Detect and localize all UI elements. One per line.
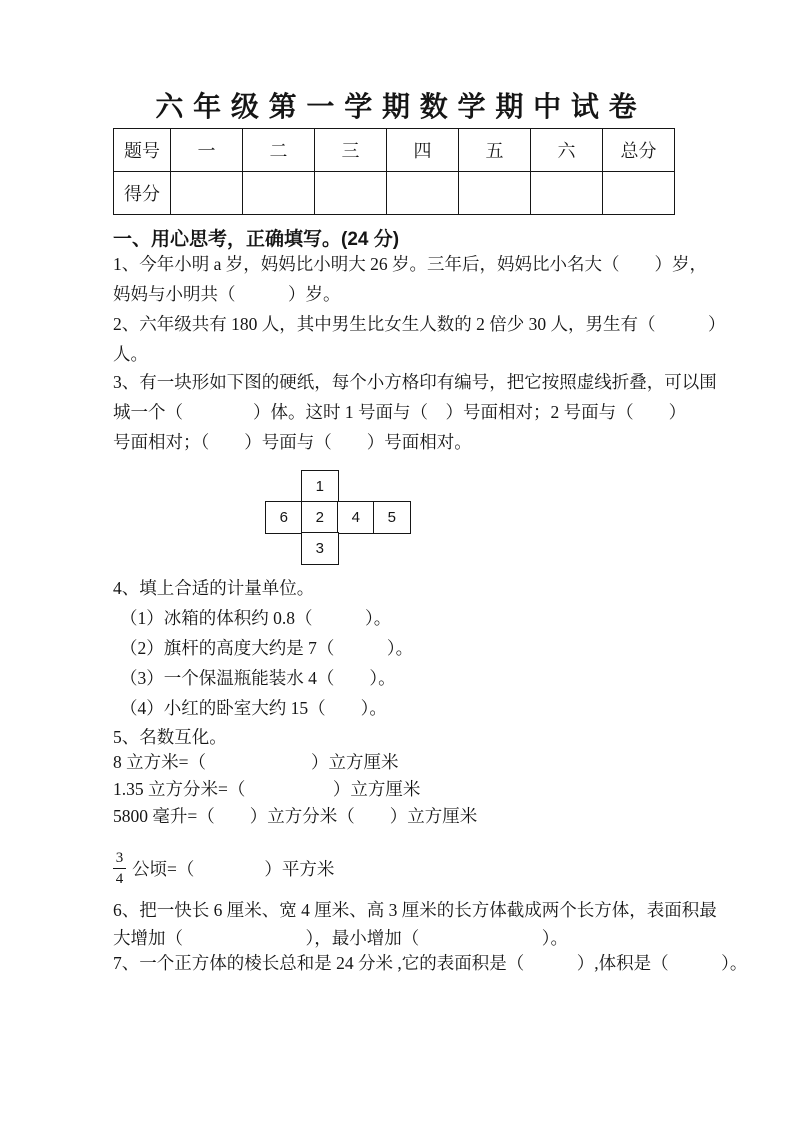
- fraction-suffix-text: 公顷=（ ）平方米: [132, 858, 335, 879]
- question-3-line-2: 城一个（ ）体。这时 1 号面与（ ）号面相对；2 号面与（ ）: [113, 402, 687, 422]
- score-table-header-row: [114, 129, 675, 172]
- net-cell-6: 6: [265, 501, 303, 534]
- net-cell-1: 1: [301, 470, 339, 503]
- question-5-item-4: [113, 845, 334, 891]
- question-6-line-2: 大增加（ ），最小增加（ ）。: [113, 928, 568, 948]
- score-table-col-4: 四: [387, 129, 459, 172]
- score-cell: [243, 172, 315, 215]
- score-cell: [603, 172, 675, 215]
- question-2-line-1: 2、六年级共有 180 人，其中男生比女生人数的 2 倍少 30 人，男生有（ ）: [113, 314, 726, 334]
- question-4-heading: 4、填上合适的计量单位。: [113, 578, 315, 598]
- question-3-line-3: 号面相对；（ ）号面与（ ）号面相对。: [113, 432, 472, 452]
- score-cell: [531, 172, 603, 215]
- score-table-col-6: 六: [531, 129, 603, 172]
- score-cell: [315, 172, 387, 215]
- score-table-label-question-number: 题号: [114, 129, 171, 172]
- score-table-col-3: 三: [315, 129, 387, 172]
- fraction-numerator: 3: [115, 849, 124, 866]
- question-5-item-1: 8 立方米=（ ）立方厘米: [113, 752, 399, 772]
- cube-net-diagram: [265, 470, 411, 564]
- net-cell-5: 5: [373, 501, 411, 534]
- net-cell-4: 4: [337, 501, 375, 534]
- score-table-col-1: 一: [171, 129, 243, 172]
- score-cell: [171, 172, 243, 215]
- question-1-line-2: 妈妈与小明共（ ）岁。: [113, 284, 341, 304]
- fraction-denominator: 4: [115, 870, 124, 887]
- question-4-item-3: （3）一个保温瓶能装水 4（ ）。: [120, 668, 396, 688]
- question-1-line-1: 1、今年小明 a 岁，妈妈比小明大 26 岁。三年后，妈妈比小名大（ ）岁，: [113, 254, 708, 274]
- score-table-col-5: 五: [459, 129, 531, 172]
- page-title: 六 年 级 第 一 学 期 数 学 期 中 试 卷: [155, 91, 638, 122]
- question-5-item-2: 1.35 立方分米=（ ）立方厘米: [113, 779, 421, 799]
- question-4-item-1: （1）冰箱的体积约 0.8（ ）。: [120, 608, 392, 628]
- score-table: [113, 128, 675, 215]
- score-table-label-score: 得分: [114, 172, 171, 215]
- question-3-line-1: 3、有一块形如下图的硬纸，每个小方格印有编号，把它按照虚线折叠，可以围: [113, 372, 717, 392]
- fraction-bar: [113, 868, 126, 869]
- fraction-three-fourths: [113, 849, 126, 888]
- question-5-item-3: 5800 毫升=（ ）立方分米（ ）立方厘米: [113, 806, 478, 826]
- question-4-item-4: （4）小红的卧室大约 15（ ）。: [120, 698, 387, 718]
- score-table-col-2: 二: [243, 129, 315, 172]
- section-one-heading: 一、用心思考，正确填写。(24 分): [113, 229, 400, 250]
- score-cell: [459, 172, 531, 215]
- question-7-line: 7、一个正方体的棱长总和是 24 分米 ,它的表面积是（ ）,体积是（ ）。: [113, 953, 748, 973]
- question-2-line-2: 人。: [113, 344, 148, 364]
- score-cell: [387, 172, 459, 215]
- score-table-score-row: [114, 172, 675, 215]
- net-cell-2: 2: [301, 501, 339, 534]
- question-5-heading: 5、名数互化。: [113, 727, 227, 747]
- question-4-item-2: （2）旗杆的高度大约是 7（ ）。: [120, 638, 414, 658]
- score-table-col-total: 总分: [603, 129, 675, 172]
- net-cell-3: 3: [301, 532, 339, 565]
- question-6-line-1: 6、把一快长 6 厘米、宽 4 厘米、高 3 厘米的长方体截成两个长方体，表面积最: [113, 900, 717, 920]
